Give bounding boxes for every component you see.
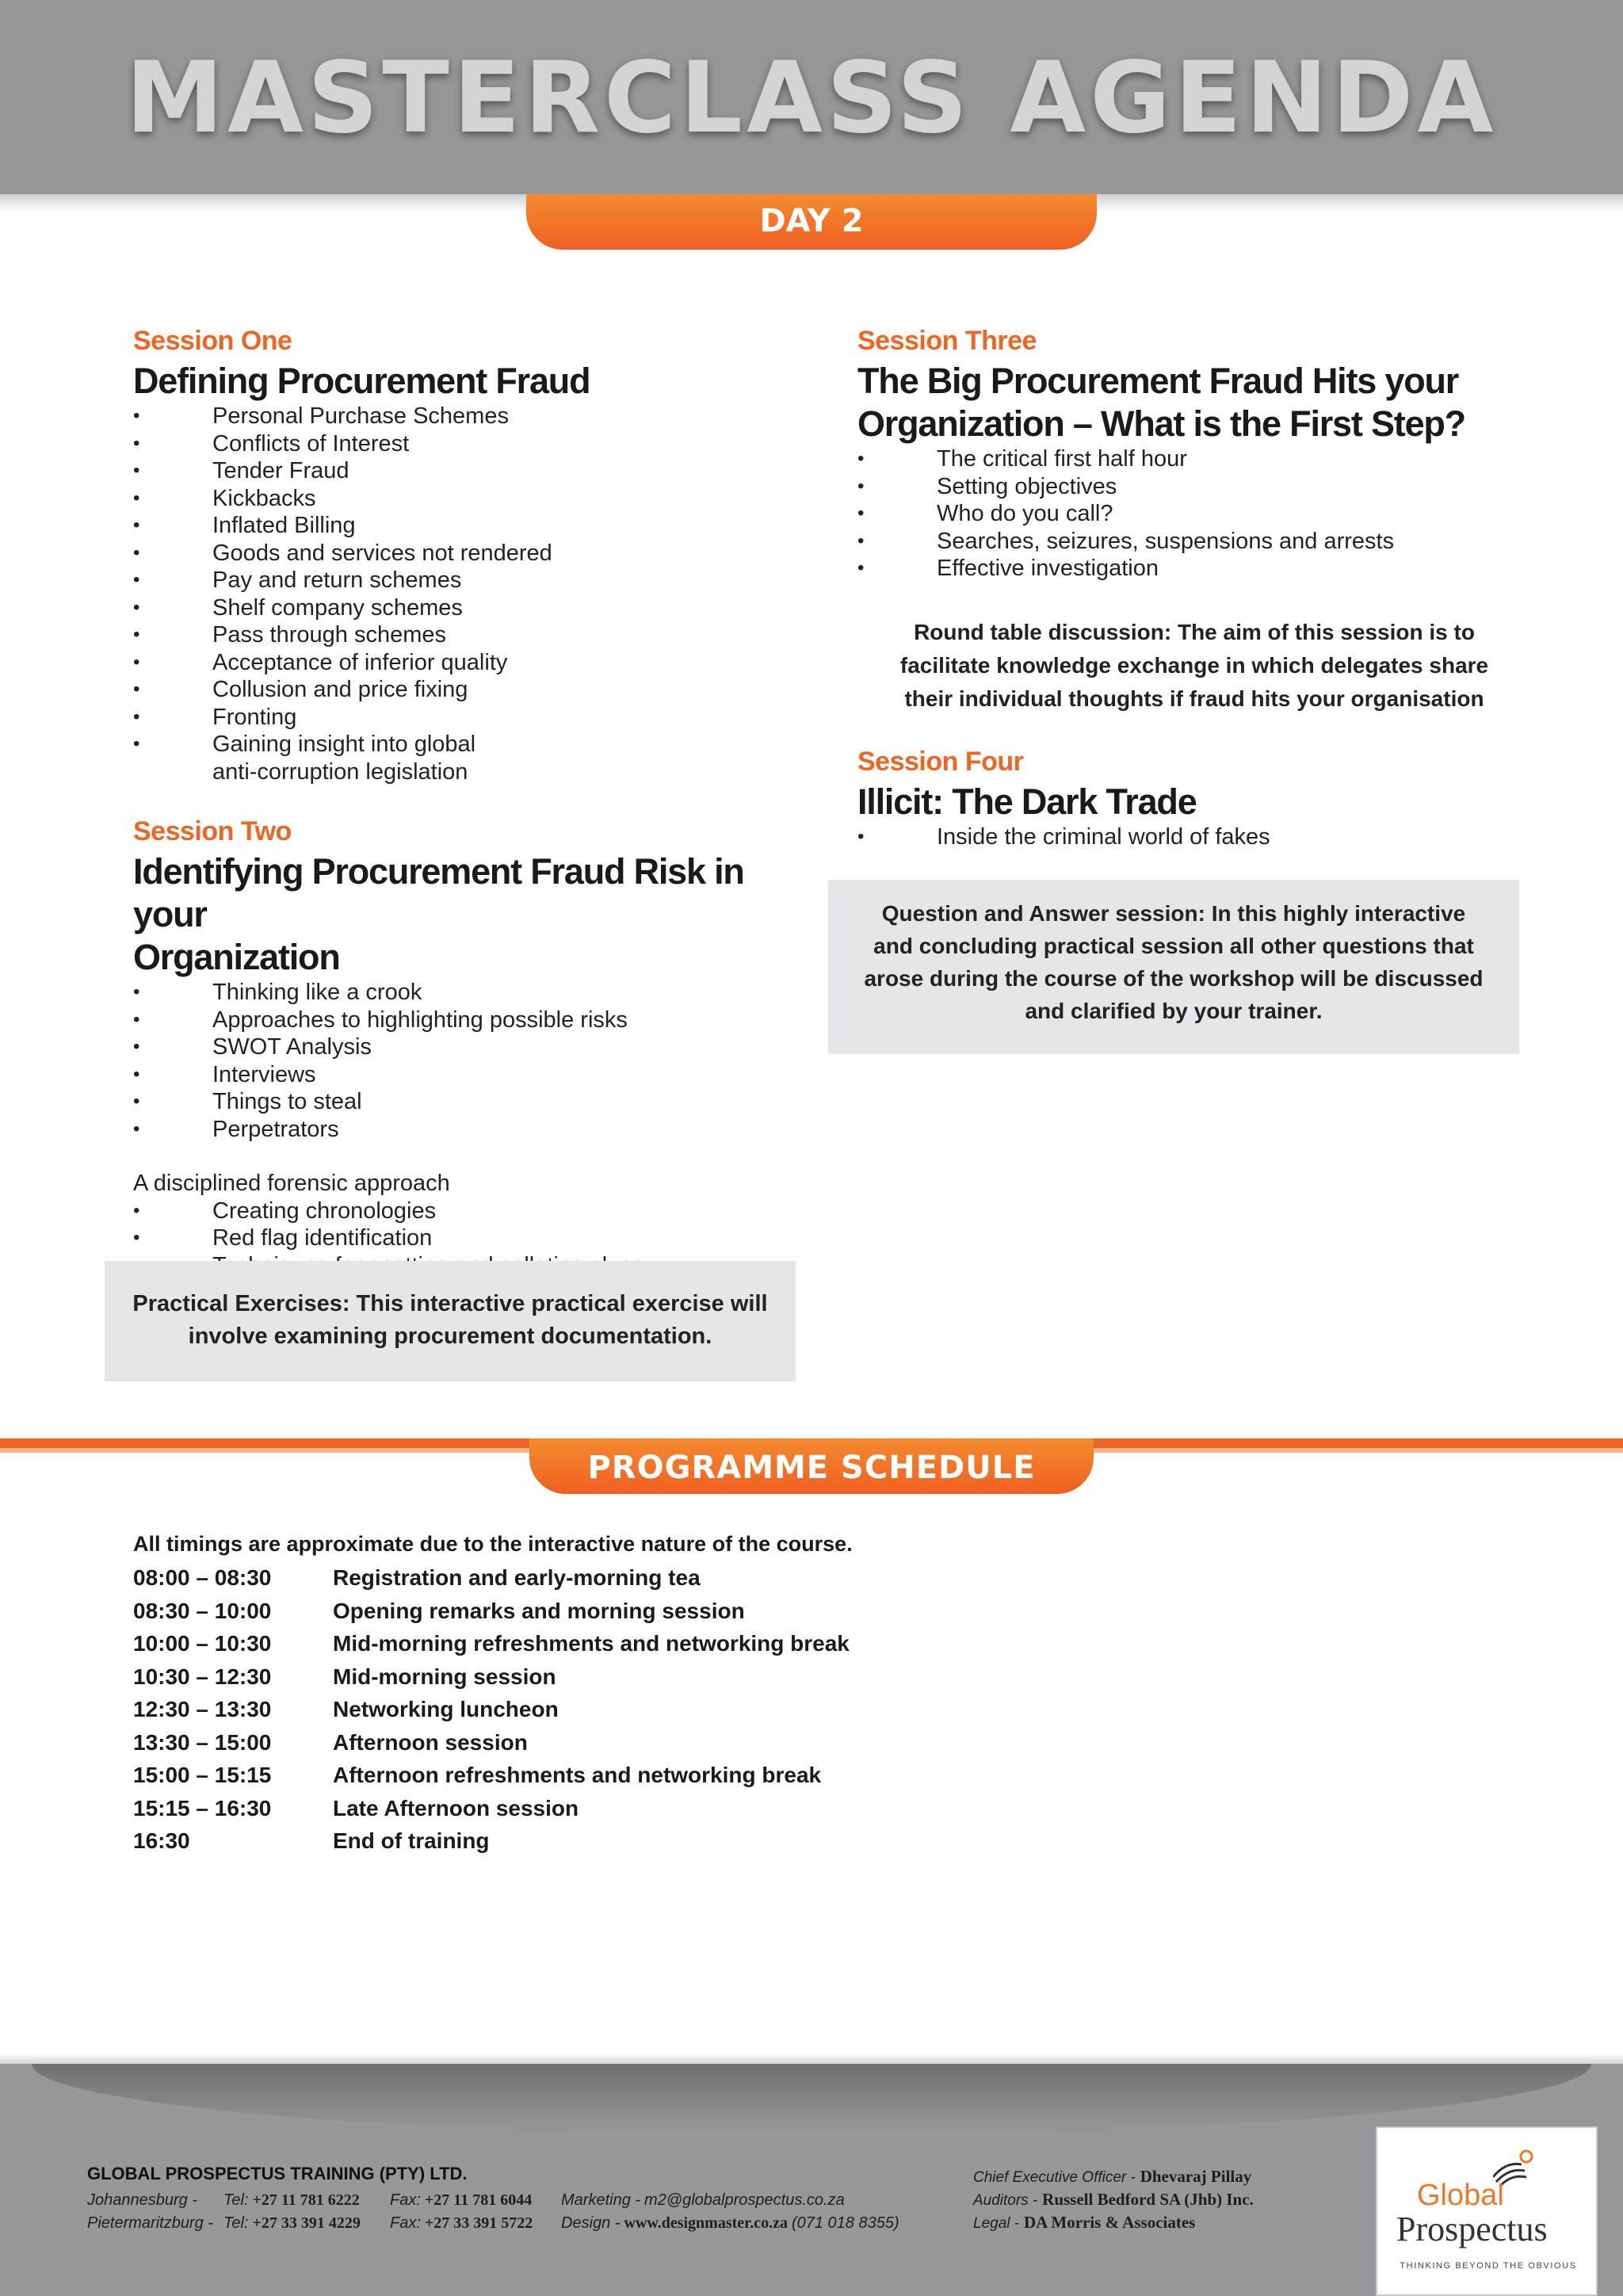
- session-two-title-line: Organization: [133, 937, 340, 977]
- list-item: • Setting objectives: [857, 473, 1531, 501]
- practical-line: involve examining procurement documentation.: [188, 1324, 712, 1349]
- session-one-list: [133, 403, 815, 785]
- session-four-title: Illicit: The Dark Trade: [857, 781, 1197, 822]
- schedule-activity: Opening remarks and morning session: [333, 1598, 745, 1623]
- schedule-row: [133, 1759, 1243, 1792]
- list-item: • Shelf company schemes: [133, 594, 815, 622]
- list-item: • Interviews: [133, 1061, 815, 1089]
- footer-fax-label: Fax:: [390, 2214, 421, 2232]
- schedule-time: 10:00 – 10:30: [133, 1631, 272, 1656]
- session-one-title: Defining Procurement Fraud: [133, 361, 590, 401]
- list-item: • Inside the criminal world of fakes: [857, 823, 1531, 851]
- footer-company: GLOBAL PROSPECTUS TRAINING (PTY) LTD.: [87, 2164, 468, 2183]
- list-item: • Searches, seizures, suspensions and arrests: [857, 528, 1531, 556]
- footer-legal: [973, 2213, 1195, 2233]
- session-three-title-line: Organization – What is the First Step?: [857, 403, 1465, 444]
- schedule-row: [133, 1726, 1243, 1759]
- footer-marketing-email: m2@globalprospectus.co.za: [644, 2191, 845, 2209]
- list-item: • Tender Fraud: [133, 457, 815, 485]
- session-two-list: [133, 979, 815, 1143]
- footer-legal-label: Legal -: [973, 2215, 1020, 2232]
- schedule-tab: PROGRAMME SCHEDULE: [529, 1438, 1094, 1494]
- list-item: • Inflated Billing: [133, 512, 815, 540]
- session-two-title: [133, 850, 815, 979]
- footer-pmb-label: Pietermaritzburg -: [87, 2214, 213, 2232]
- schedule-row: [133, 1693, 1243, 1726]
- schedule-activity: Mid-morning session: [333, 1664, 556, 1689]
- footer-tel-label: Tel:: [223, 2191, 249, 2209]
- list-item: [133, 731, 815, 785]
- schedule-time: 15:15 – 16:30: [133, 1795, 272, 1820]
- schedule-activity: End of training: [333, 1828, 490, 1853]
- practical-line: Practical Exercises: This interactive practical exercise will: [132, 1291, 768, 1316]
- footer-auditors-name: Russell Bedford SA (Jhb) Inc.: [1042, 2190, 1254, 2209]
- session-three-title-line: The Big Procurement Fraud Hits your: [857, 361, 1459, 401]
- qa-line: and concluding practical session all other questions that: [873, 934, 1474, 958]
- schedule-row: [133, 1824, 1243, 1858]
- schedule-activity: Networking luncheon: [333, 1697, 559, 1721]
- schedule-row: [133, 1627, 1243, 1660]
- session-three-list: [857, 445, 1531, 583]
- schedule-time: 08:00 – 08:30: [133, 1565, 272, 1590]
- schedule-activity: Afternoon refreshments and networking break: [333, 1763, 822, 1787]
- footer-pmb-fax: +27 33 391 5722: [424, 2214, 533, 2232]
- logo-prospectus-text: Prospectus: [1396, 2210, 1548, 2248]
- footer-design-label: Design -: [561, 2214, 621, 2232]
- session-four-list: [857, 823, 1531, 851]
- round-table-line: their individual thoughts if fraud hits your organisation: [904, 686, 1484, 711]
- footer-marketing-label: Marketing -: [561, 2191, 641, 2209]
- schedule-activity: Registration and early-morning tea: [333, 1565, 701, 1590]
- programme-schedule: [133, 1528, 1243, 1858]
- footer-ceo-label: Chief Executive Officer -: [973, 2169, 1136, 2186]
- logo-global-text: Global: [1417, 2179, 1504, 2212]
- round-table-note: [857, 616, 1531, 716]
- schedule-time: 15:00 – 15:15: [133, 1763, 272, 1787]
- list-item-line: Gaining insight into global: [212, 732, 476, 757]
- footer-tel-label: Tel:: [223, 2214, 249, 2232]
- list-item: • Personal Purchase Schemes: [133, 403, 815, 430]
- list-item: • Acceptance of inferior quality: [133, 649, 815, 677]
- footer-design-site: www.designmaster.co.za: [624, 2214, 788, 2232]
- session-two-label: Session Two: [133, 816, 292, 846]
- schedule-row: [133, 1595, 1243, 1628]
- footer-jhb-tel: +27 11 781 6222: [252, 2191, 360, 2209]
- list-item-line: anti-corruption legislation: [212, 758, 468, 785]
- list-item: • Kickbacks: [133, 485, 815, 513]
- schedule-time: 12:30 – 13:30: [133, 1697, 272, 1721]
- qa-session-box: [828, 880, 1519, 1054]
- list-item: • Perpetrators: [133, 1116, 815, 1144]
- footer-jhb-label: Johannesburg -: [87, 2191, 197, 2209]
- list-item: • Conflicts of Interest: [133, 430, 815, 458]
- session-four-label: Session Four: [857, 746, 1024, 777]
- list-item: • Things to steal: [133, 1088, 815, 1116]
- list-item: • Who do you call?: [857, 500, 1531, 528]
- practical-exercises-box: [105, 1261, 796, 1381]
- schedule-row: [133, 1660, 1243, 1694]
- list-item: • The critical first half hour: [857, 445, 1531, 473]
- list-item: • Creating chronologies: [133, 1198, 815, 1225]
- list-item: • Pass through schemes: [133, 621, 815, 649]
- schedule-row: [133, 1561, 1243, 1595]
- footer-pmb-tel: +27 33 391 4229: [252, 2214, 361, 2232]
- schedule-note: All timings are approximate due to the interactive nature of the course.: [133, 1532, 853, 1556]
- schedule-activity: Afternoon session: [333, 1729, 528, 1755]
- list-item: • Thinking like a crook: [133, 979, 815, 1007]
- list-item: • SWOT Analysis: [133, 1033, 815, 1061]
- forensic-subheading: A disciplined forensic approach: [133, 1171, 450, 1196]
- list-item: • Goods and services not rendered: [133, 540, 815, 567]
- schedule-time: 10:30 – 12:30: [133, 1664, 272, 1689]
- list-item: • Collusion and price fixing: [133, 676, 815, 704]
- left-column: [133, 325, 815, 1279]
- footer-ceo: [973, 2167, 1251, 2187]
- footer-ceo-name: Dhevaraj Pillay: [1140, 2167, 1252, 2186]
- list-item: • Approaches to highlighting possible risks: [133, 1007, 815, 1034]
- schedule-time: 16:30: [133, 1828, 190, 1853]
- list-item: • Fronting: [133, 704, 815, 732]
- session-two-title-line: Identifying Procurement Fraud Risk in your: [133, 851, 744, 934]
- session-one-label: Session One: [133, 326, 292, 356]
- global-prospectus-logo: [1376, 2126, 1598, 2296]
- qa-line: arose during the course of the workshop will be discussed: [864, 966, 1484, 991]
- right-column: [857, 325, 1531, 850]
- schedule-row: [133, 1792, 1243, 1825]
- footer-jhb-fax: +27 11 781 6044: [424, 2191, 533, 2209]
- footer-divider: [0, 2053, 1623, 2064]
- schedule-time: 13:30 – 15:00: [133, 1729, 272, 1755]
- schedule-time: 08:30 – 10:00: [133, 1598, 272, 1623]
- footer-legal-name: DA Morris & Associates: [1023, 2213, 1196, 2232]
- day-tab: DAY 2: [526, 194, 1097, 250]
- list-item: • Effective investigation: [857, 555, 1531, 583]
- schedule-activity: Mid-morning refreshments and networking break: [333, 1631, 850, 1656]
- footer-fax-label: Fax:: [390, 2191, 421, 2209]
- footer-design-phone: (071 018 8355): [791, 2214, 899, 2232]
- footer-auditors: [973, 2190, 1254, 2210]
- footer-auditors-label: Auditors -: [973, 2192, 1038, 2209]
- round-table-line: Round table discussion: The aim of this session is to: [914, 619, 1475, 644]
- logo-tagline: THINKING BEYOND THE OBVIOUS: [1400, 2261, 1577, 2271]
- schedule-activity: Late Afternoon session: [333, 1795, 579, 1820]
- list-item: • Red flag identification: [133, 1224, 815, 1252]
- page-title: MASTERCLASS AGENDA: [125, 41, 1498, 155]
- session-three-title: [857, 360, 1531, 445]
- list-item: • Pay and return schemes: [133, 567, 815, 594]
- round-table-line: facilitate knowledge exchange in which delegates share: [899, 652, 1489, 678]
- session-three-label: Session Three: [857, 326, 1037, 356]
- qa-line: and clarified by your trainer.: [1025, 999, 1323, 1023]
- qa-line: Question and Answer session: In this highly interactive: [881, 901, 1466, 926]
